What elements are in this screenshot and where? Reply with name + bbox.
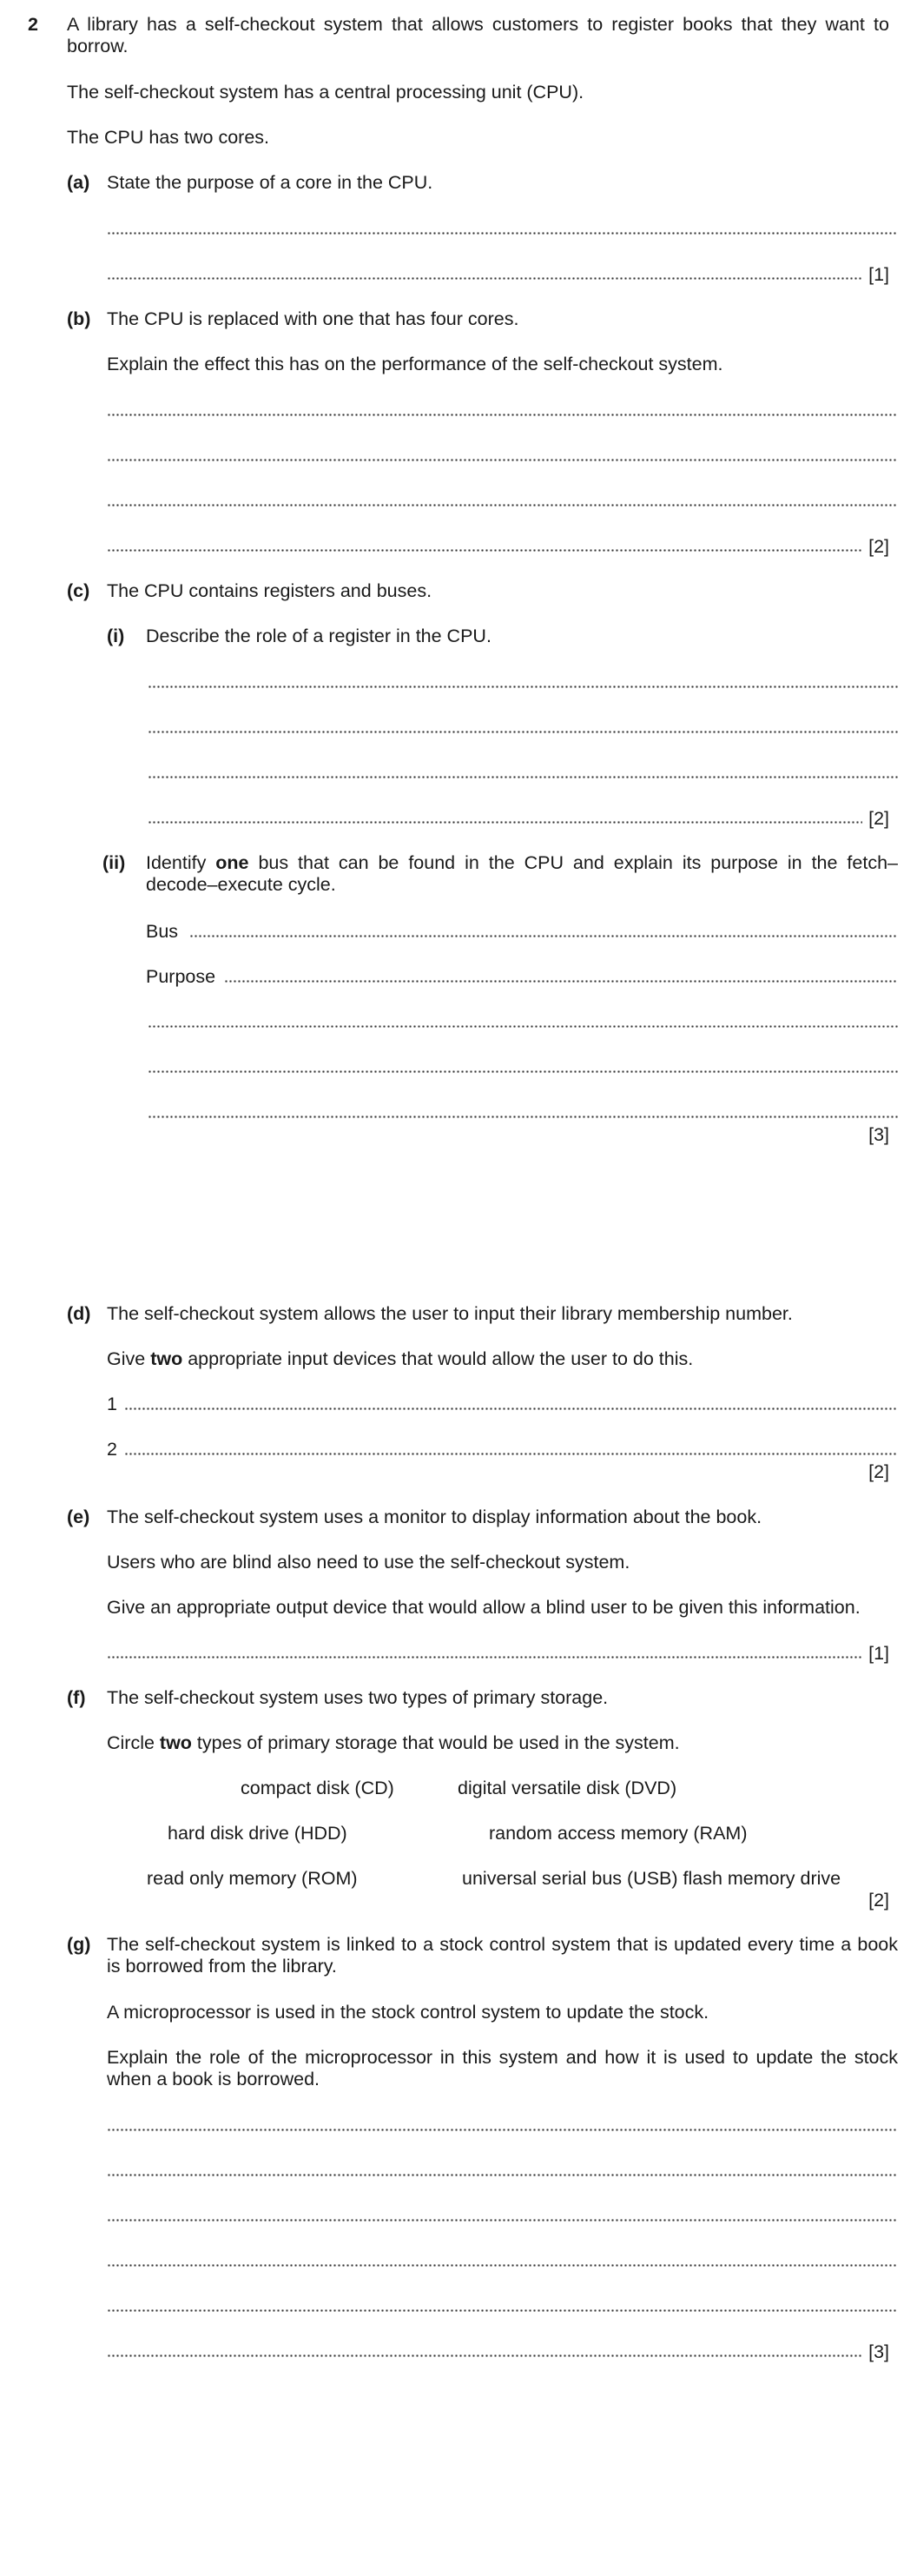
answer-line[interactable]: [107, 446, 898, 463]
part-g-instruction: Explain the role of the microprocessor in this system and how it is used to update the stock when a book is borrowed.: [107, 2047, 898, 2089]
marks-indicator: [2]: [868, 536, 889, 557]
marks-indicator: [1]: [868, 264, 889, 285]
part-g-question: The self-checkout system is linked to a stock control system that is updated every time a book is borrowed from the library.: [107, 1934, 898, 1977]
storage-option-rom[interactable]: read only memory (ROM): [147, 1868, 358, 1889]
answer-line[interactable]: [107, 401, 898, 418]
intro-text-3: The CPU has two cores.: [67, 127, 270, 148]
answer-line[interactable]: [107, 2251, 898, 2268]
part-f-question: The self-checkout system uses two types of primary storage.: [107, 1687, 609, 1708]
answer-line[interactable]: [107, 536, 862, 553]
answer-line-2[interactable]: [124, 1440, 898, 1457]
answer-line[interactable]: [107, 2206, 898, 2223]
marks-indicator: [2]: [868, 1890, 889, 1910]
answer-line[interactable]: [107, 1643, 862, 1660]
bus-answer-line[interactable]: [189, 922, 898, 939]
part-g-text: A microprocessor is used in the stock control system to update the stock.: [107, 2002, 709, 2023]
bus-label: Bus: [146, 921, 179, 942]
answer-line[interactable]: [148, 763, 898, 780]
answer-line[interactable]: [107, 2341, 862, 2359]
answer-line[interactable]: [107, 264, 862, 281]
part-b-question: The CPU is replaced with one that has four cores.: [107, 308, 519, 329]
answer-line[interactable]: [107, 2116, 898, 2133]
part-e-text: Users who are blind also need to use the self-checkout system.: [107, 1552, 630, 1573]
part-a-label: (a): [67, 172, 90, 193]
answer-line[interactable]: [148, 672, 898, 690]
answer-line[interactable]: [107, 491, 898, 508]
answer-line[interactable]: [148, 1103, 898, 1120]
part-c-i-question: Describe the role of a register in the CPU.: [146, 626, 491, 646]
marks-indicator: [1]: [868, 1643, 889, 1664]
answer-number-1: 1: [107, 1394, 117, 1414]
question-number: 2: [28, 14, 38, 35]
answer-line[interactable]: [148, 808, 862, 825]
answer-line-1[interactable]: [124, 1394, 898, 1412]
marks-indicator: [2]: [868, 1461, 889, 1482]
part-d-instruction: Give two appropriate input devices that would allow the user to do this.: [107, 1348, 694, 1369]
marks-indicator: [2]: [868, 808, 889, 829]
answer-line[interactable]: [107, 2296, 898, 2314]
part-e-label: (e): [67, 1507, 90, 1527]
part-a-question: State the purpose of a core in the CPU.: [107, 172, 433, 193]
purpose-label: Purpose: [146, 966, 216, 987]
answer-number-2: 2: [107, 1439, 117, 1460]
part-f-instruction: Circle two types of primary storage that would be used in the system.: [107, 1732, 680, 1753]
answer-line[interactable]: [148, 718, 898, 735]
answer-line[interactable]: [107, 219, 898, 236]
intro-text-1: A library has a self-checkout system that allows customers to register books that they want to borrow.: [67, 14, 889, 56]
intro-text-2: The self-checkout system has a central processing unit (CPU).: [67, 82, 584, 103]
part-f-label: (f): [67, 1687, 86, 1708]
part-e-question: The self-checkout system uses a monitor to display information about the book.: [107, 1507, 762, 1527]
part-c-ii-question: Identify one bus that can be found in the CPU and explain its purpose in the fetch–decode–execute cycle.: [146, 852, 898, 895]
answer-line[interactable]: [148, 1012, 898, 1030]
storage-option-usb[interactable]: universal serial bus (USB) flash memory drive: [462, 1868, 841, 1889]
part-b-instruction: Explain the effect this has on the performance of the self-checkout system.: [107, 354, 723, 374]
storage-option-cd[interactable]: compact disk (CD): [241, 1778, 394, 1798]
storage-option-ram[interactable]: random access memory (RAM): [489, 1823, 748, 1844]
part-b-label: (b): [67, 308, 91, 329]
marks-indicator: [3]: [868, 2341, 889, 2362]
answer-line[interactable]: [148, 1057, 898, 1075]
purpose-answer-line[interactable]: [224, 967, 898, 984]
part-g-label: (g): [67, 1934, 91, 1955]
part-c-ii-label: (ii): [102, 852, 126, 873]
marks-indicator: [3]: [868, 1124, 889, 1145]
answer-line[interactable]: [107, 2161, 898, 2178]
storage-option-dvd[interactable]: digital versatile disk (DVD): [458, 1778, 677, 1798]
part-d-label: (d): [67, 1303, 91, 1324]
storage-option-hdd[interactable]: hard disk drive (HDD): [168, 1823, 347, 1844]
part-c-question: The CPU contains registers and buses.: [107, 580, 432, 601]
part-c-label: (c): [67, 580, 90, 601]
part-c-i-label: (i): [107, 626, 125, 646]
part-d-question: The self-checkout system allows the user to input their library membership number.: [107, 1303, 793, 1324]
part-e-instruction: Give an appropriate output device that would allow a blind user to be given this information.: [107, 1597, 861, 1618]
